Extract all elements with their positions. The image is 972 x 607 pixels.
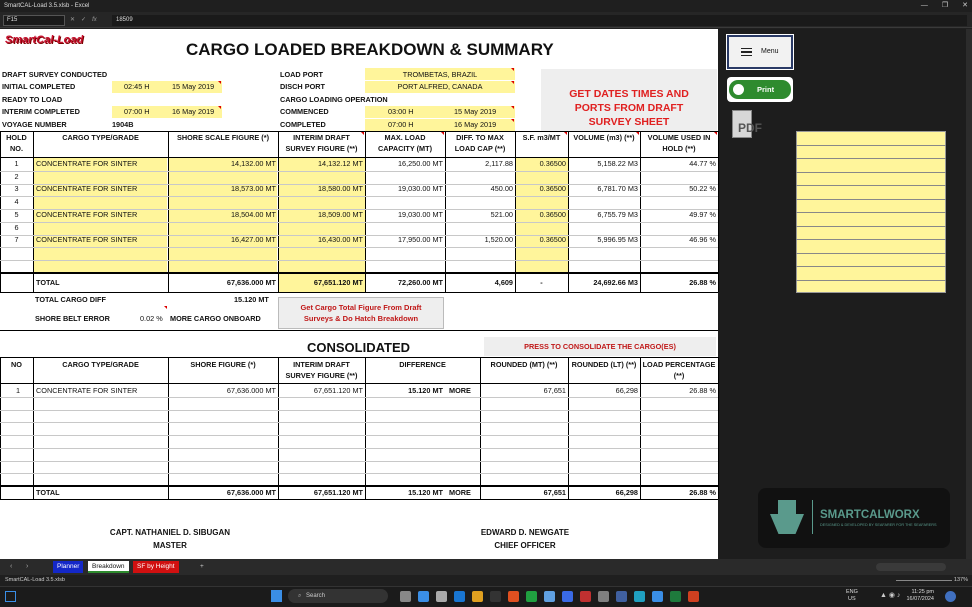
draft-survey-label: DRAFT SURVEY CONDUCTED [2,70,108,79]
comment-marker[interactable] [164,306,167,309]
consolidated-title: CONSOLIDATED [307,340,411,355]
t1-cell[interactable]: 19,030.00 MT [397,184,443,193]
side-table-row [796,226,946,227]
comment-marker[interactable] [511,68,514,71]
side-table-row [796,212,946,213]
t1-total-cell: 67,651.120 MT [313,278,363,287]
app-icon-7[interactable] [544,591,555,602]
interim-time[interactable]: 07:00 H [124,107,150,116]
t2-total-cell: 15.120 MT [408,488,443,497]
tab-scroll-left-icon[interactable]: ‹ [10,563,13,570]
master-title: MASTER [153,541,187,550]
formula-input[interactable]: 18509 [112,15,967,26]
t1-cell[interactable]: CONCENTRATE FOR SINTER [36,184,138,193]
formula-icons [70,15,97,26]
window-controls [921,0,968,12]
total-diff-label: TOTAL CARGO DIFF [35,295,106,304]
comment-marker[interactable] [636,132,639,135]
t1-cell[interactable]: 5,158.22 M3 [597,159,638,168]
belt-error-note: MORE CARGO ONBOARD [170,314,261,323]
cancel-icon[interactable]: ✕ [70,17,76,23]
t1-cell[interactable]: 6,781.70 M3 [597,184,638,193]
app-icon-13[interactable] [652,591,663,602]
t2-total-cell: 26.88 % [689,488,716,497]
horizontal-scrollbar[interactable] [876,563,946,571]
t1-header: VOLUME (m3) (**) [573,133,635,142]
t1-total-cell: 72,260.00 MT [397,278,443,287]
t1-cell[interactable]: 44.77 % [689,159,716,168]
comment-marker[interactable] [441,132,444,135]
t1-total-cell: 4,609 [494,278,513,287]
total-diff-value: 15.120 MT [234,295,269,304]
t1-cell[interactable]: 50.22 % [689,184,716,193]
t1-cell[interactable]: 0.36500 [539,184,566,193]
taskbar-search-label: Search [306,593,326,599]
app-icon-5[interactable] [508,591,519,602]
t1-total-cell: 67,636.000 MT [226,278,276,287]
belt-error-pct: 0.02 % [140,314,163,323]
printer-icon [731,82,746,97]
t2-total-cell: 67,651.120 MT [313,488,363,497]
t1-cell[interactable]: 2,117.88 [485,159,513,168]
t1-cell[interactable]: 5 [14,210,19,219]
t1-cell[interactable]: 6 [14,223,19,232]
side-table-row [796,280,946,281]
t1-cell[interactable]: 6,755.79 M3 [597,210,638,219]
t2-cell[interactable]: 15.120 MT [408,386,443,395]
comment-marker[interactable] [218,106,221,109]
close-icon[interactable]: ✕ [962,2,968,9]
window-title: SmartCAL-Load 3.5.xlsb - Excel [4,3,90,9]
t2-header: ROUNDED (LT) (**) [571,360,637,369]
app-icon-11[interactable] [616,591,627,602]
completed-time[interactable]: 07:00 H [388,120,414,129]
t1-cell[interactable]: 1 [14,159,19,168]
completed-label: COMPLETED [280,120,326,129]
zoom-slider[interactable] [896,580,952,581]
t1-header: VOLUME USED IN HOLD (**) [647,133,711,153]
t1-cell[interactable]: 7 [14,235,19,244]
check-icon[interactable]: ✓ [81,17,87,23]
t1-cell[interactable]: 0.36500 [539,235,566,244]
t1-cell[interactable]: 4 [14,197,19,206]
status-bar [0,575,972,586]
t1-cell[interactable]: 46.96 % [689,235,716,244]
t1-total-cell: 24,692.66 M3 [593,278,638,287]
app-icon-4[interactable] [490,591,501,602]
page-title: CARGO LOADED BREAKDOWN & SUMMARY [186,40,554,59]
minimize-icon[interactable]: — [920,2,928,9]
pdf-icon: PDF [738,121,762,135]
task-view-icon[interactable] [400,591,411,602]
logo: SmartCal-Load [5,34,84,46]
initial-label: INITIAL COMPLETED [2,82,76,91]
t2-header: INTERIM DRAFT SURVEY FIGURE (**) [285,360,358,380]
side-table-row [796,266,946,267]
pdf-button[interactable] [727,108,761,142]
initial-time[interactable]: 02:45 H [124,82,150,91]
app-icon-3[interactable] [454,591,465,602]
t2-header: CARGO TYPE/GRADE [62,360,139,369]
name-box[interactable]: F15 [3,15,65,26]
side-table-row [796,172,946,173]
t1-total-cell: - [540,278,543,287]
t1-cell[interactable]: 3 [14,184,19,193]
t2-header: DIFFERENCE [399,360,446,369]
brand-tagline: DESIGNED & DEVELOPED BY SEAFARER FOR THE SEAFARERS [820,523,937,527]
chief-title: CHIEF OFFICER [494,541,556,550]
side-table-row [796,185,946,186]
chief-name: EDWARD D. NEWGATE [480,528,570,537]
zoom-level[interactable]: 137% [953,577,968,583]
comment-marker[interactable] [361,132,364,135]
t1-cell[interactable]: 19,030.00 MT [397,210,443,219]
app-icon-8[interactable] [562,591,573,602]
comment-marker[interactable] [511,119,514,122]
t2-cell[interactable]: 67,651 [543,386,566,395]
commenced-time[interactable]: 03:00 H [388,107,414,116]
t1-header: S.F. m3/MT [522,133,561,142]
loadport-value[interactable]: TROMBETAS, BRAZIL [402,70,478,79]
master-name: CAPT. NATHANIEL D. SIBUGAN [109,528,231,537]
t1-cell[interactable]: 0.36500 [539,159,566,168]
tab-sf-by-height[interactable]: SF by Height [133,561,179,573]
t1-cell[interactable]: 5,996.95 M3 [597,235,638,244]
clock-date[interactable]: 16/07/2024 [906,596,934,602]
menu-label: Menu [761,48,779,55]
t2-header: ROUNDED (MT) (**) [490,360,558,369]
t1-total-cell: TOTAL [36,278,60,287]
status-file: SmartCAL-Load 3.5.xlsb [5,577,65,583]
side-table-row [796,253,946,254]
side-table-row [796,158,946,159]
print-label: Print [757,85,775,94]
t1-header: SHORE SCALE FIGURE (*) [176,133,270,142]
print-button[interactable] [727,77,793,102]
lang[interactable]: ENG [846,589,858,595]
app-icon-6[interactable] [526,591,537,602]
maximize-icon[interactable]: ❐ [941,2,949,9]
tray-icons[interactable]: ▲ ◉ ♪ [880,592,901,599]
app-icon-14[interactable] [688,591,699,602]
ship-logo-icon [770,500,804,536]
excel-icon[interactable] [670,591,681,602]
t1-cell[interactable]: 521.00 [490,210,513,219]
t1-cell[interactable]: 18,580.00 MT [317,184,363,193]
consolidate-button-label: PRESS TO CONSOLIDATE THE CARGO(ES) [524,342,676,351]
comment-marker[interactable] [511,81,514,84]
app-icon-12[interactable] [634,591,645,602]
t1-cell[interactable]: 18,504.00 MT [230,210,276,219]
t1-header: DIFF. TO MAX LOAD CAP (**) [454,133,506,153]
app-icon-10[interactable] [598,591,609,602]
t2-total-cell: 67,636.000 MT [226,488,276,497]
t1-cell[interactable]: 16,427.00 MT [230,235,276,244]
t2-cell[interactable]: 26.88 % [689,386,716,395]
t2-total-cell: TOTAL [36,488,60,497]
t2-total-cell: 66,298 [615,488,638,497]
windows-start-icon[interactable] [5,591,16,602]
comment-marker[interactable] [714,132,717,135]
t2-total-cell: 67,651 [543,488,566,497]
menu-button[interactable] [727,35,793,69]
t1-cell[interactable]: 14,132.12 MT [317,159,363,168]
taskbar-search[interactable] [288,589,388,603]
add-sheet-button[interactable]: + [200,563,204,570]
file-explorer-icon[interactable] [472,591,483,602]
operation-label: CARGO LOADING OPERATION [280,95,388,104]
voyage-value[interactable]: 1904B [112,120,134,129]
side-table-row [796,199,946,200]
t2-cell[interactable]: CONCENTRATE FOR SINTER [36,386,138,395]
t1-cell[interactable]: 16,430.00 MT [317,235,363,244]
t1-cell[interactable]: 18,509.00 MT [317,210,363,219]
interim-date[interactable]: 16 May 2019 [172,107,215,116]
vertical-scrollbar[interactable] [966,29,972,559]
t1-cell[interactable]: 450.00 [490,184,513,193]
taskbar [0,586,972,607]
dischport-label: DISCH PORT [280,82,325,91]
dischport-value[interactable]: PORT ALFRED, CANADA [397,82,483,91]
fx-icon[interactable]: fx [92,17,97,23]
t1-cell[interactable]: 1,520.00 [484,235,513,244]
interim-label: INTERIM COMPLETED [2,107,80,116]
title-bar [0,0,972,12]
t2-cell[interactable]: 67,636.000 MT [226,386,276,395]
t1-cell[interactable]: CONCENTRATE FOR SINTER [36,210,138,219]
t1-cell[interactable]: CONCENTRATE FOR SINTER [36,159,138,168]
comment-marker[interactable] [218,81,221,84]
clock-time[interactable]: 11:25 pm [911,589,934,595]
app-icon-2[interactable] [436,591,447,602]
voyage-label: VOYAGE NUMBER [2,120,67,129]
t2-cell[interactable]: 66,298 [615,386,638,395]
brand-name: SMARTCALWORX [820,509,920,521]
belt-error-label: SHORE BELT ERROR [35,314,110,323]
tab-scroll-right-icon[interactable]: › [26,563,29,570]
app-icon-9[interactable] [580,591,591,602]
t1-cell[interactable]: 14,132.00 MT [230,159,276,168]
commenced-label: COMMENCED [280,107,329,116]
commenced-date[interactable]: 15 May 2019 [454,107,497,116]
completed-date[interactable]: 16 May 2019 [454,120,497,129]
tab-planner[interactable]: Planner [53,561,83,573]
region[interactable]: US [848,596,856,602]
notice-text: GET DATES TIMES AND PORTS FROM DRAFT SURVEY SHEET [569,88,689,128]
side-table-row [796,145,946,146]
t1-cell[interactable]: 18,573.00 MT [230,184,276,193]
t1-cell[interactable]: 17,950.00 MT [397,235,443,244]
t1-total-cell: 26.88 % [689,278,716,287]
side-table-row [796,239,946,240]
copilot-icon[interactable] [945,591,956,602]
t1-cell[interactable]: 49.97 % [689,210,716,219]
t2-header: SHORE FIGURE (*) [190,360,256,369]
t1-header: INTERIM DRAFT SURVEY FIGURE (**) [285,133,358,153]
initial-date[interactable]: 15 May 2019 [172,82,215,91]
t1-cell[interactable]: 0.36500 [539,210,566,219]
t2-header: LOAD PERCENTAGE (**) [642,360,716,380]
t1-cell[interactable]: 16,250.00 MT [397,159,443,168]
t2-header: NO [11,360,22,369]
hamburger-icon [741,48,752,56]
search-icon: ⌕ [298,593,302,599]
t1-header: MAX. LOAD CAPACITY (MT) [377,133,433,153]
t1-header: CARGO TYPE/GRADE [62,133,139,142]
tab-breakdown[interactable]: Breakdown [88,561,129,573]
t1-header: HOLD NO. [6,133,27,153]
comment-marker[interactable] [564,132,567,135]
loadport-label: LOAD PORT [280,70,323,79]
t1-cell[interactable]: 2 [14,172,19,181]
start-button-icon[interactable] [271,590,282,602]
t1-cell[interactable]: CONCENTRATE FOR SINTER [36,235,138,244]
t2-total-cell: MORE [449,488,471,497]
t2-cell[interactable]: MORE [449,386,471,395]
ready-label: READY TO LOAD [2,95,63,104]
t2-cell[interactable]: 67,651.120 MT [313,386,363,395]
get-total-text: Get Cargo Total Figure From Draft Surveys & Do Hatch Breakdown [300,303,422,323]
t2-cell[interactable]: 1 [15,386,21,395]
app-icon-1[interactable] [418,591,429,602]
comment-marker[interactable] [511,106,514,109]
